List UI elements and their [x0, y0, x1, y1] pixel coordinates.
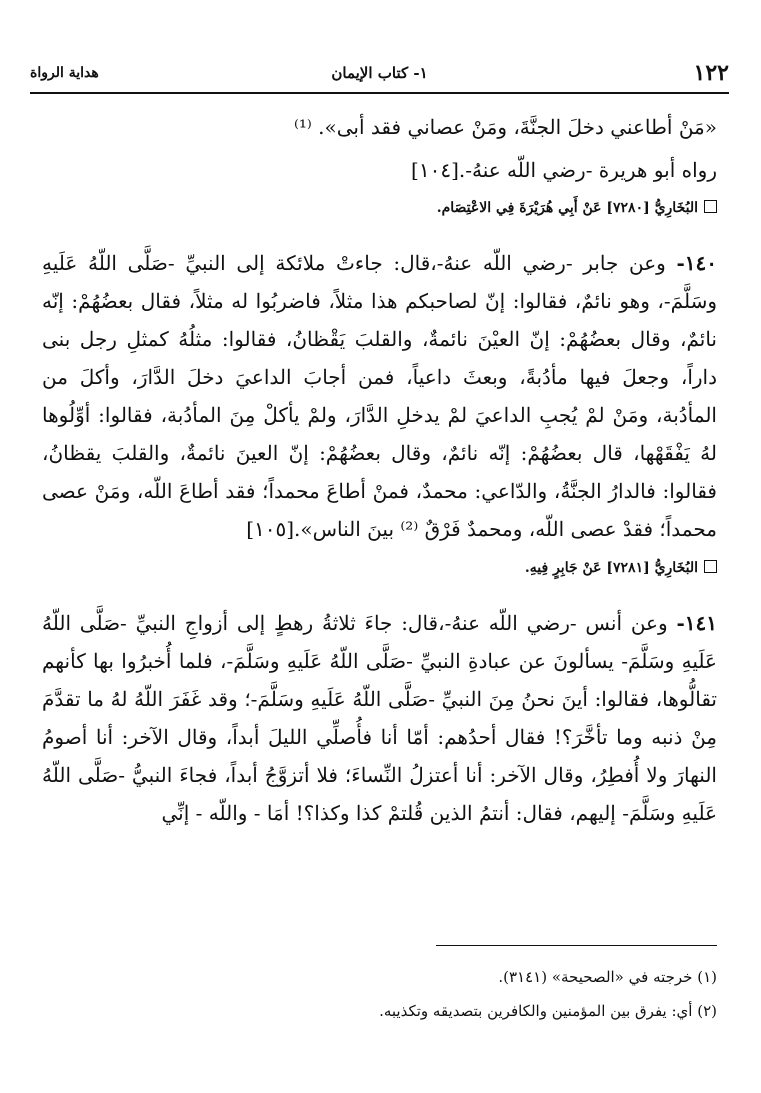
hadith-number: ١٤١- — [676, 611, 717, 635]
hadith-140-text: وعن جابر -رضي اللّه عنهُ-،قال: جاءتْ ملائكة إلى النبيِّ -صَلَّى اللّهُ عَلَيهِ وسَلَّمَ-، وهو نائمٌ، فقالوا: إنّ لصاحبكم هذا مثلاً، فاضربُوا له مثلاً، فقال بعضُهُمْ: إنّه نائمٌ، وقال بعضُهُمْ: إنّ العيْنَ نائمةٌ، والقلبَ يَقْظانُ، فقالوا: مثلُهُ كمثلِ رجل بنى داراً، وجعلَ فيها مأدُبةً، وبعثَ داعياً، فمن أجابَ الداعيَ دخلَ الدَّارَ، وأكلَ من المأدُبة، ومَنْ لمْ يُجبِ الداعيَ لمْ يدخلِ الدَّارَ، ولمْ يأكلْ مِنَ المأدُبة، فقالوا: أوِّلُوها لهُ يَفْقَهْها، قال بعضُهُمْ: إنّه نائمٌ، وقال بعضُهُمْ: إنّ العينَ نائمةٌ، والقلبَ يقظانُ، فقالوا: فالدارُ الجنَّةُ، والدّاعي: محمدٌ، فمنْ أطاعَ محمداً؛ فقد أطاعَ اللّه، ومَنْ عصى محمداً؛ فقدْ عصى اللّه، ومحمدٌ فَرْقٌ ⁽²⁾ بينَ الناس».[١٠٥] — [42, 251, 717, 541]
checkbox-square-icon — [704, 200, 717, 213]
book-title: هداية الرواة — [30, 65, 99, 81]
hadith-104-narration: رواه أبو هريرة -رضي اللّه عنهُ-.[١٠٤] — [411, 158, 717, 182]
hadith-140 — [42, 244, 717, 548]
source-text: البُخَارِيُّ [٧٢٨٠] عَنْ أَبِي هُرَيْرَةَ فِي الاعْتِصَام. — [436, 200, 698, 216]
footnotes — [42, 960, 717, 1028]
running-header — [30, 58, 729, 88]
hadith-140-source — [42, 554, 717, 582]
checkbox-square-icon — [704, 560, 717, 573]
hadith-104-text: «مَنْ أطاعني دخلَ الجنَّةَ، ومَنْ عصاني فقد أبى». ⁽¹⁾ — [293, 115, 717, 139]
source-text: البُخَارِيُّ [٧٢٨١] عَنْ جَابِرٍ فِيهِ. — [524, 560, 698, 576]
footnote-2: (٢) أي: يفرق بين المؤمنين والكافرين بتصديقه وتكذيبه. — [379, 1002, 717, 1020]
header-rule — [30, 92, 729, 94]
footnote-separator — [436, 945, 717, 946]
hadith-number: ١٤٠- — [676, 251, 718, 275]
hadith-141-text: وعن أنس -رضي اللّه عنهُ-،قال: جاءَ ثلاثةُ رهطٍ إلى أزواجِ النبيِّ -صَلَّى اللّهُ عَلَيهِ وسَلَّمَ- يسألونَ عن عبادةِ النبيِّ -صَلَّى اللّهُ عَلَيهِ وسَلَّمَ-، فلما أُخبرُوا بها كأنهم تقالُّوها، فقالوا: أينَ نحنُ مِنَ النبيِّ -صَلَّى اللّهُ عَلَيهِ وسَلَّمَ-؛ وقد غَفَرَ اللّهُ لهُ ما تقدَّمَ مِنْ ذنبه وما تأخَّرَ؟! فقال أحدُهم: أمّا أنا فأُصلِّي الليلَ أبداً، وقال الآخر: أنا أصومُ النهارَ ولا أُفطِرُ، وقال الآخر: أنا أعتزلُ النِّساءَ؛ فلا أتزوَّجُ أبداً، فجاءَ النبيُّ -صَلَّى اللّهُ عَلَيهِ وسَلَّمَ- إليهم، فقال: أنتمُ الذين قُلتمْ كذا وكذا؟! أمَا - واللّه - إنِّي — [42, 611, 718, 825]
chapter-title: ١- كتاب الإيمان — [331, 64, 428, 82]
hadith-141 — [42, 604, 717, 832]
page-body — [42, 110, 717, 832]
page-number: ١٢٢ — [693, 60, 729, 86]
footnote-1: (١) خرجته في «الصحيحة» (٣١٤١). — [498, 968, 717, 986]
hadith-104-source — [42, 194, 717, 222]
